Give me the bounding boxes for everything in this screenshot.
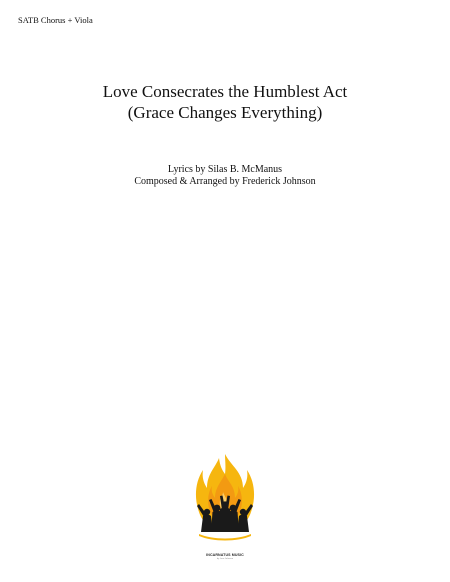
flame-choir-logo-icon xyxy=(193,452,257,552)
page-title: Love Consecrates the Humblest Act xyxy=(102,82,348,101)
lyricist-credit: Lyrics by Silas B. McManus xyxy=(167,164,283,175)
publisher-tagline: by Lora Johnson xyxy=(216,558,234,560)
page-subtitle: (Grace Changes Everything) xyxy=(127,103,323,122)
logo-base-arc xyxy=(199,534,251,541)
credits xyxy=(0,164,450,188)
composer-credit: Composed & Arranged by Frederick Johnson xyxy=(134,176,316,187)
instrumentation-label: SATB Chorus + Viola xyxy=(18,15,93,25)
publisher-name: INCARNATUS MUSIC xyxy=(206,553,244,557)
publisher-logo xyxy=(193,452,257,562)
title-block xyxy=(0,81,450,123)
